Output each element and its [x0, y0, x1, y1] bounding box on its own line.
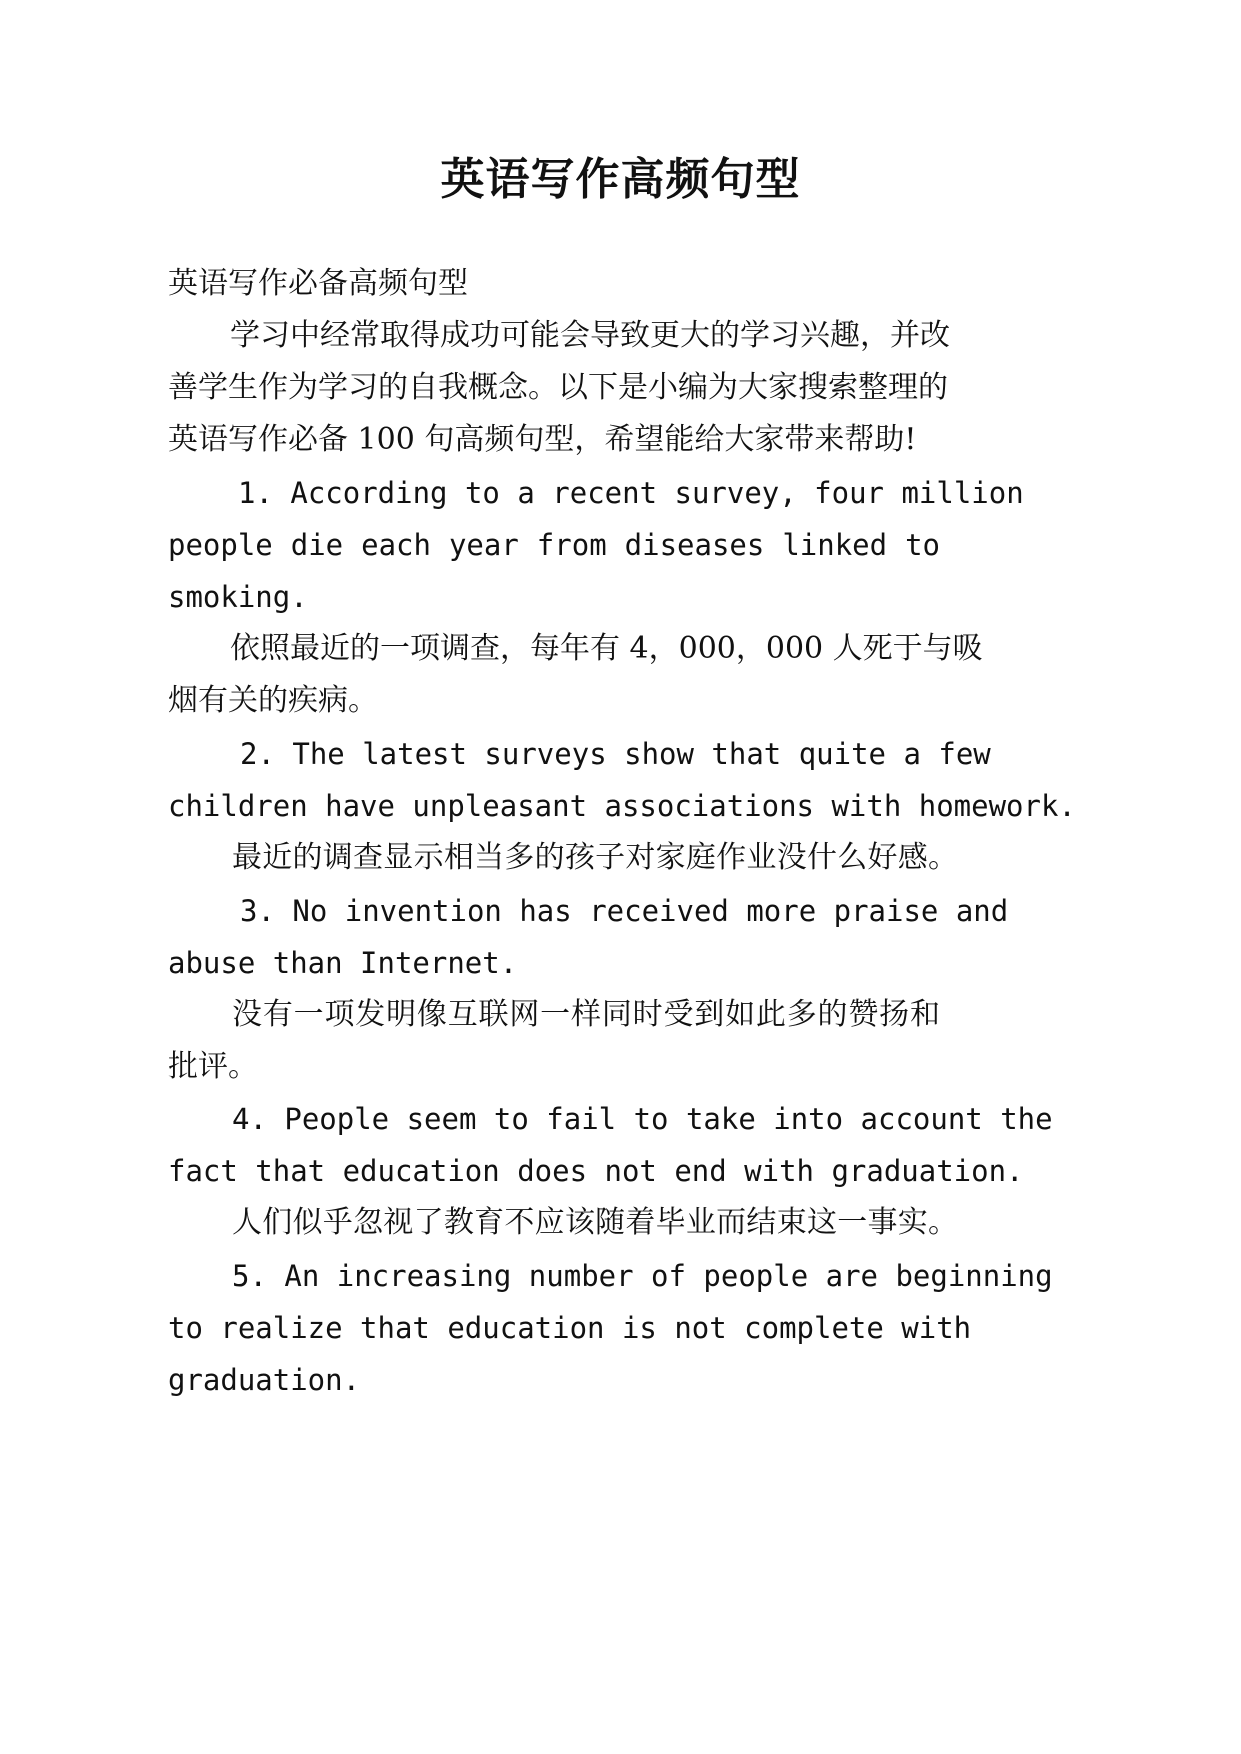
subtitle: 英语写作必备高频句型 — [168, 266, 468, 301]
item-4-english-line-1: 4. People seem to fail to take into account the — [232, 1102, 1053, 1136]
item-2-english-line-2: children have unpleasant associations with homework. — [168, 789, 1076, 823]
item-1-english-line-3: smoking. — [168, 580, 308, 614]
item-5-english-line-1: 5. An increasing number of people are beginning — [232, 1259, 1053, 1293]
item-3-english-line-2: abuse than Internet. — [168, 946, 518, 980]
document-title: 英语写作高频句型 — [440, 154, 801, 205]
item-4-chinese-line-1: 人们似乎忽视了教育不应该随着毕业而结束这一事实。 — [232, 1205, 958, 1240]
intro-line-1: 学习中经常取得成功可能会导致更大的学习兴趣，并改 — [230, 318, 950, 353]
item-1-english-line-2: people die each year from diseases linked to — [168, 528, 940, 562]
item-2-chinese-line-1: 最近的调查显示相当多的孩子对家庭作业没什么好感。 — [232, 840, 958, 875]
item-3-chinese-line-2: 批评。 — [168, 1049, 258, 1084]
item-3-chinese-line-1: 没有一项发明像互联网一样同时受到如此多的赞扬和 — [232, 997, 940, 1032]
intro-line-3: 英语写作必备 100 句高频句型，希望能给大家带来帮助! — [168, 422, 917, 457]
item-1-chinese-line-1: 依照最近的一项调查，每年有 4，000，000 人死于与吸 — [230, 631, 983, 666]
item-5-english-line-3: graduation. — [168, 1363, 361, 1397]
item-4-english-line-2: fact that education does not end with graduation. — [168, 1154, 1024, 1188]
item-3-english-line-1: 3. No invention has received more praise and — [240, 894, 1009, 928]
item-2-english-line-1: 2. The latest surveys show that quite a few — [240, 737, 991, 771]
intro-line-2: 善学生作为学习的自我概念。以下是小编为大家搜索整理的 — [168, 370, 948, 405]
item-5-english-line-2: to realize that education is not complete with — [168, 1311, 972, 1345]
item-1-english-line-1: 1. According to a recent survey, four million — [238, 476, 1024, 510]
item-1-chinese-line-2: 烟有关的疾病。 — [168, 683, 378, 718]
